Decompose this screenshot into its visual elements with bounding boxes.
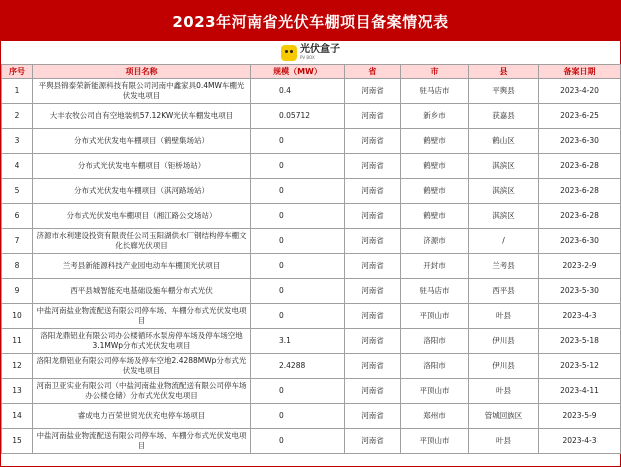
capacity: 3.1 xyxy=(251,329,345,354)
table-row xyxy=(2,429,621,454)
filing-date: 2023-5-9 xyxy=(539,404,621,429)
city: 鹤壁市 xyxy=(401,179,469,204)
filing-date: 2023-6-28 xyxy=(539,204,621,229)
header-province: 省 xyxy=(345,65,401,79)
table-row xyxy=(2,304,621,329)
project-name: 中盐河南盐业物流配送有限公司停车场、车棚分布式光伏发电项目 xyxy=(33,429,251,454)
city: 济源市 xyxy=(401,229,469,254)
capacity: 0 xyxy=(251,304,345,329)
city: 鹤壁市 xyxy=(401,129,469,154)
row-index: 8 xyxy=(2,254,33,279)
capacity: 0 xyxy=(251,229,345,254)
table-row xyxy=(2,354,621,379)
table-row xyxy=(2,129,621,154)
table-body xyxy=(2,79,621,454)
filing-date: 2023-5-18 xyxy=(539,329,621,354)
table-row xyxy=(2,179,621,204)
city: 驻马店市 xyxy=(401,79,469,104)
province: 河南省 xyxy=(345,129,401,154)
project-name: 分布式光伏发电车棚项目（淇河路场站） xyxy=(33,179,251,204)
filing-date: 2023-4-3 xyxy=(539,429,621,454)
county: 获嘉县 xyxy=(469,104,539,129)
filing-date: 2023-2-9 xyxy=(539,254,621,279)
province: 河南省 xyxy=(345,429,401,454)
capacity: 0 xyxy=(251,129,345,154)
county: 平舆县 xyxy=(469,79,539,104)
project-name: 分布式光伏发电车棚项目（湘江路公交场站） xyxy=(33,204,251,229)
filing-date: 2023-6-30 xyxy=(539,229,621,254)
county: 管城回族区 xyxy=(469,404,539,429)
project-name: 分布式光伏发电车棚项目（鹤壁集场站） xyxy=(33,129,251,154)
row-index: 5 xyxy=(2,179,33,204)
filing-date: 2023-6-25 xyxy=(539,104,621,129)
city: 洛阳市 xyxy=(401,354,469,379)
filing-date: 2023-5-12 xyxy=(539,354,621,379)
capacity: 2.4288 xyxy=(251,354,345,379)
project-name: 河南卫亚实业有限公司（中盐河南盐业物流配送有限公司停车场办公楼仓储）分布式光伏发电项目 xyxy=(33,379,251,404)
header-city: 市 xyxy=(401,65,469,79)
row-index: 11 xyxy=(2,329,33,354)
capacity: 0 xyxy=(251,404,345,429)
filing-date: 2023-4-3 xyxy=(539,304,621,329)
row-index: 6 xyxy=(2,204,33,229)
project-name: 大丰农牧公司自有空地装机57.12KW光伏车棚发电项目 xyxy=(33,104,251,129)
capacity: 0 xyxy=(251,379,345,404)
capacity: 0 xyxy=(251,179,345,204)
row-index: 3 xyxy=(2,129,33,154)
county: 兰考县 xyxy=(469,254,539,279)
table-row xyxy=(2,79,621,104)
capacity: 0 xyxy=(251,279,345,304)
projects-table xyxy=(1,64,621,454)
project-name: 睿成电力百荣世贸光伏充电停车场项目 xyxy=(33,404,251,429)
filing-date: 2023-4-11 xyxy=(539,379,621,404)
header-capacity: 规模（MW） xyxy=(251,65,345,79)
logo-name: 光伏盒子 xyxy=(300,44,340,55)
table-row xyxy=(2,104,621,129)
filing-date: 2023-6-30 xyxy=(539,129,621,154)
capacity: 0 xyxy=(251,204,345,229)
project-name: 济源市水利建设投资有限责任公司玉阳湖供水厂钢结构停车棚文化长廊光伏项目 xyxy=(33,229,251,254)
row-index: 4 xyxy=(2,154,33,179)
project-name: 兰考县新能源科技产业园电动车车棚顶光伏项目 xyxy=(33,254,251,279)
brand-logo xyxy=(1,41,620,64)
province: 河南省 xyxy=(345,179,401,204)
header-filing-date: 备案日期 xyxy=(539,65,621,79)
page-title: 2023年河南省光伏车棚项目备案情况表 xyxy=(1,1,620,41)
city: 平顶山市 xyxy=(401,429,469,454)
filing-date: 2023-6-28 xyxy=(539,154,621,179)
row-index: 9 xyxy=(2,279,33,304)
county: 鹤山区 xyxy=(469,129,539,154)
table-row xyxy=(2,154,621,179)
header-index: 序号 xyxy=(2,65,33,79)
filing-date: 2023-6-28 xyxy=(539,179,621,204)
city: 平顶山市 xyxy=(401,304,469,329)
county: 淇滨区 xyxy=(469,154,539,179)
province: 河南省 xyxy=(345,254,401,279)
city: 鹤壁市 xyxy=(401,204,469,229)
county: / xyxy=(469,229,539,254)
city: 平顶山市 xyxy=(401,379,469,404)
capacity: 0 xyxy=(251,254,345,279)
filing-date: 2023-4-20 xyxy=(539,79,621,104)
table-row xyxy=(2,379,621,404)
province: 河南省 xyxy=(345,279,401,304)
table-header-row xyxy=(2,65,621,79)
capacity: 0.05712 xyxy=(251,104,345,129)
project-name: 洛阳龙鼎铝业有限公司停车场及停车空地2.4288MWp分布式光伏发电项目 xyxy=(33,354,251,379)
header-project-name: 项目名称 xyxy=(33,65,251,79)
table-row xyxy=(2,204,621,229)
table-row xyxy=(2,329,621,354)
capacity: 0.4 xyxy=(251,79,345,104)
row-index: 12 xyxy=(2,354,33,379)
county: 叶县 xyxy=(469,304,539,329)
county: 叶县 xyxy=(469,429,539,454)
province: 河南省 xyxy=(345,154,401,179)
province: 河南省 xyxy=(345,404,401,429)
row-index: 13 xyxy=(2,379,33,404)
city: 新乡市 xyxy=(401,104,469,129)
province: 河南省 xyxy=(345,304,401,329)
row-index: 2 xyxy=(2,104,33,129)
city: 洛阳市 xyxy=(401,329,469,354)
table-row xyxy=(2,279,621,304)
capacity: 0 xyxy=(251,429,345,454)
table-row xyxy=(2,404,621,429)
county: 叶县 xyxy=(469,379,539,404)
city: 郑州市 xyxy=(401,404,469,429)
capacity: 0 xyxy=(251,154,345,179)
project-name: 洛阳龙鼎铝业有限公司办公楼循环水泵房停车场及停车场空地3.1MWp分布式光伏发电项目 xyxy=(33,329,251,354)
county: 伊川县 xyxy=(469,354,539,379)
project-name: 平舆县锦泰荣新能源科技有限公司河南中鑫家具0.4MW车棚光伏发电项目 xyxy=(33,79,251,104)
province: 河南省 xyxy=(345,79,401,104)
city: 开封市 xyxy=(401,254,469,279)
row-index: 15 xyxy=(2,429,33,454)
row-index: 14 xyxy=(2,404,33,429)
project-name: 西平县城智能充电基础设施车棚分布式光伏 xyxy=(33,279,251,304)
province: 河南省 xyxy=(345,104,401,129)
county: 淇滨区 xyxy=(469,179,539,204)
table-row xyxy=(2,254,621,279)
row-index: 1 xyxy=(2,79,33,104)
county: 淇滨区 xyxy=(469,204,539,229)
row-index: 10 xyxy=(2,304,33,329)
province: 河南省 xyxy=(345,329,401,354)
logo-subtitle: PV BOX xyxy=(300,55,315,60)
table-row xyxy=(2,229,621,254)
county: 伊川县 xyxy=(469,329,539,354)
project-name: 中盐河南盐业物流配送有限公司停车场、车棚分布式光伏发电项目 xyxy=(33,304,251,329)
project-name: 分布式光伏发电车棚项目（钜桥场站） xyxy=(33,154,251,179)
logo-icon xyxy=(281,45,297,61)
header-county: 县 xyxy=(469,65,539,79)
county: 西平县 xyxy=(469,279,539,304)
province: 河南省 xyxy=(345,354,401,379)
city: 鹤壁市 xyxy=(401,154,469,179)
city: 驻马店市 xyxy=(401,279,469,304)
filing-date: 2023-5-30 xyxy=(539,279,621,304)
row-index: 7 xyxy=(2,229,33,254)
province: 河南省 xyxy=(345,229,401,254)
logo-text xyxy=(300,45,340,60)
province: 河南省 xyxy=(345,204,401,229)
province: 河南省 xyxy=(345,379,401,404)
